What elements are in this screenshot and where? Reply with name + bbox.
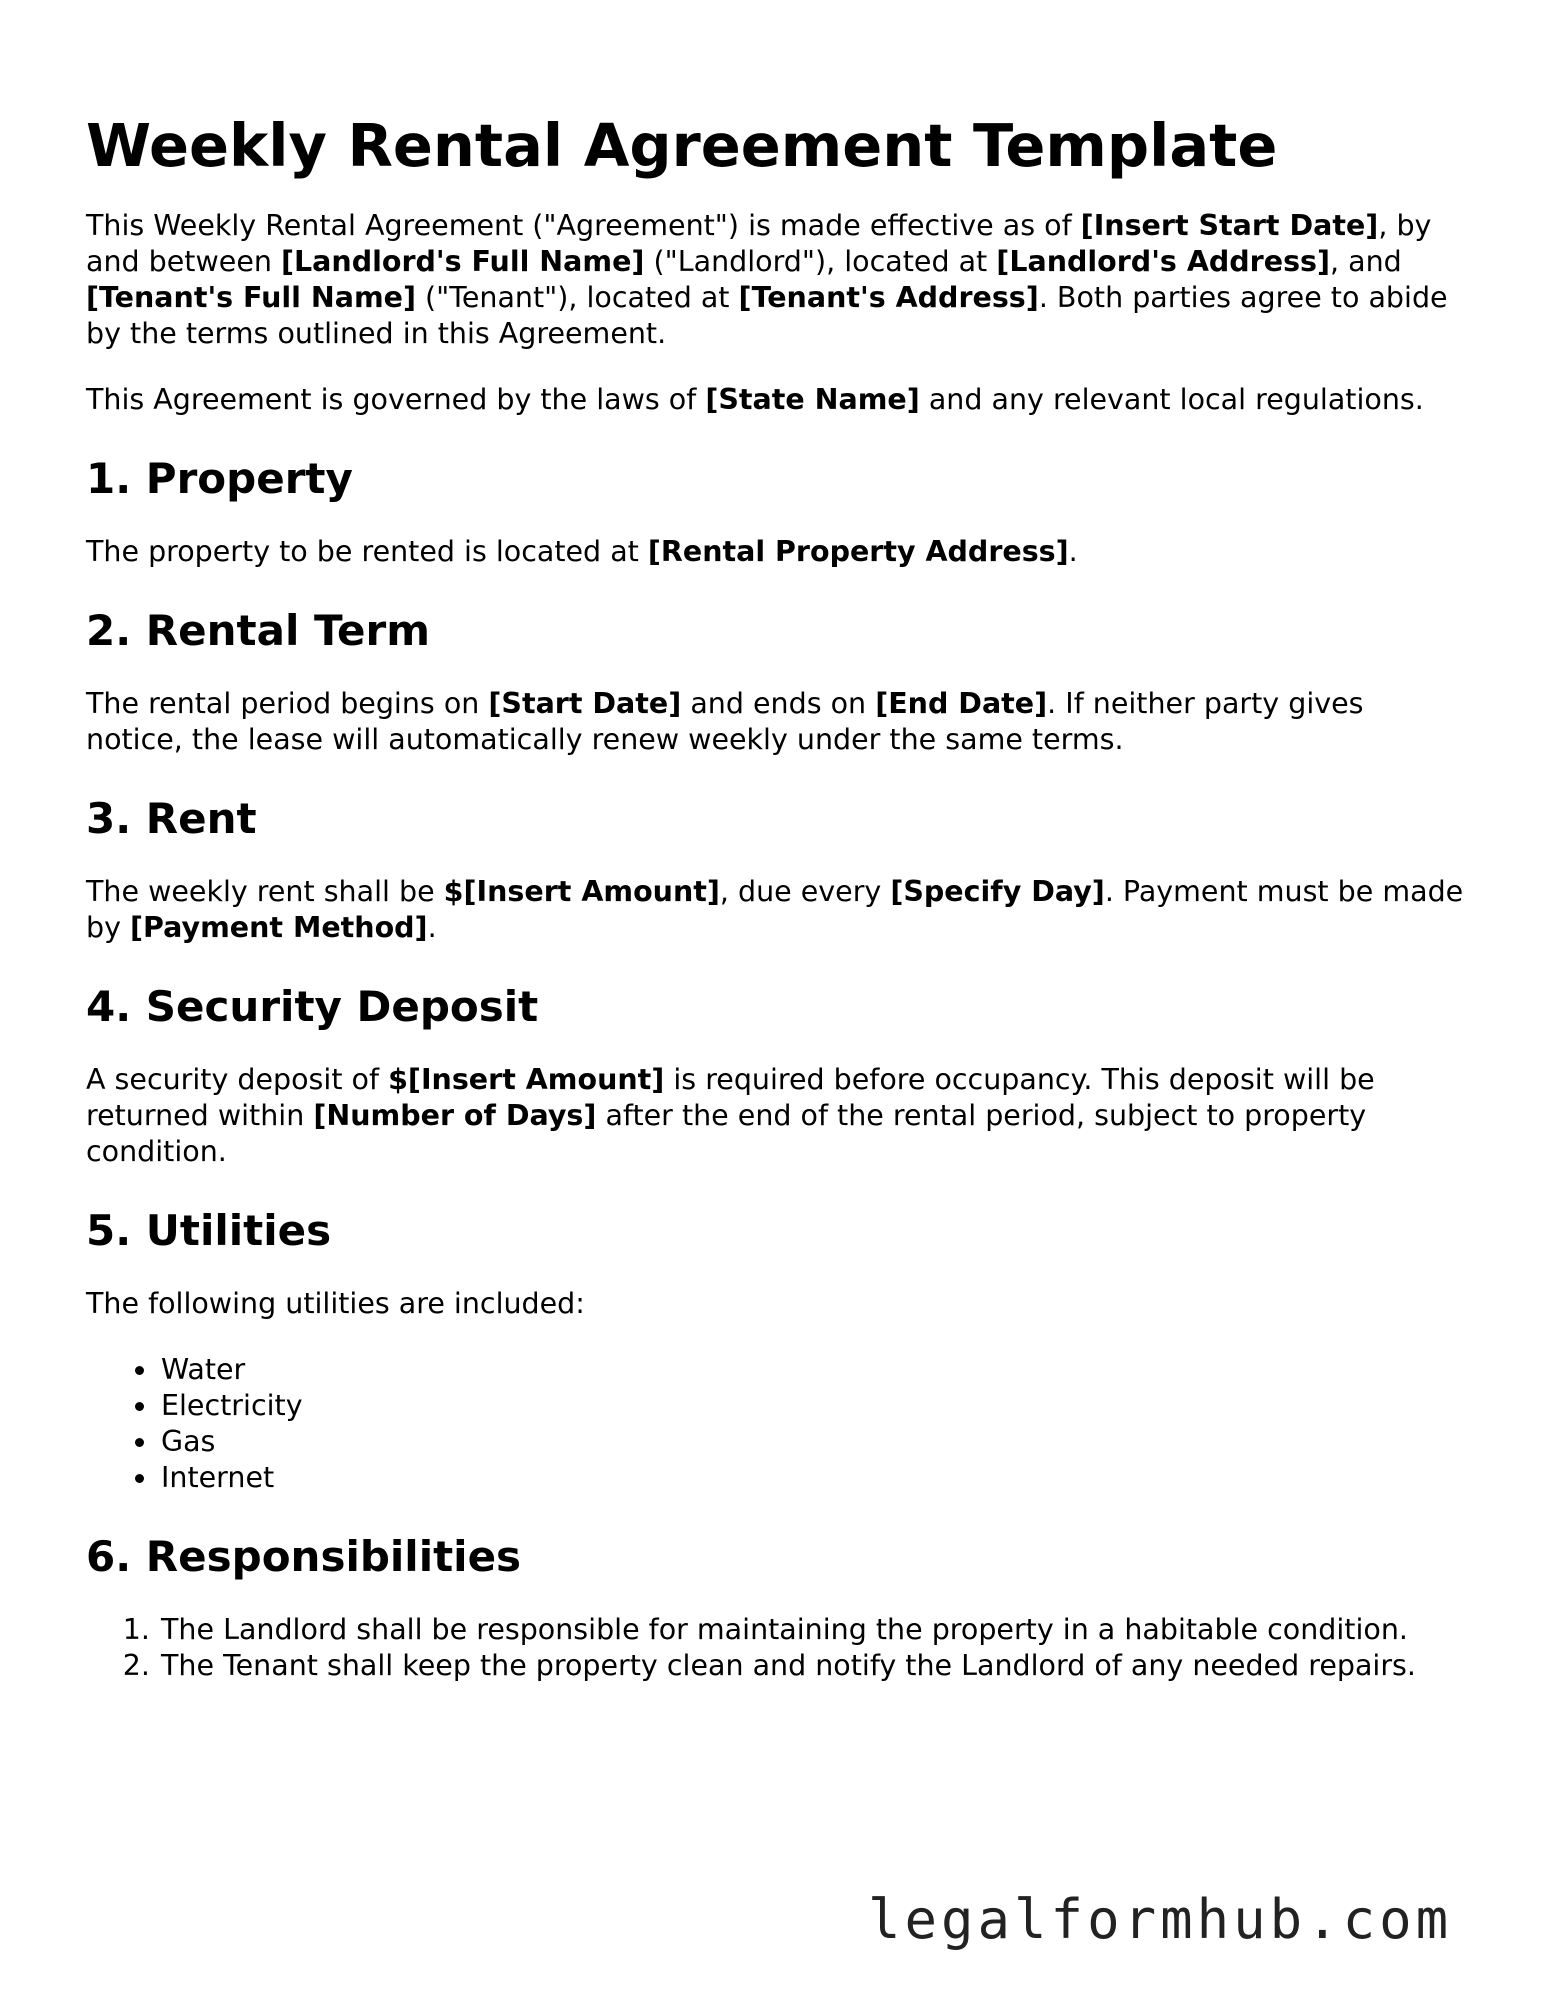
deposit-amount-placeholder: $[Insert Amount]	[388, 1063, 665, 1096]
rent-text-3: . Payment must be made by	[86, 875, 1464, 944]
intro-text-3: ("Landlord"), located at	[644, 245, 997, 278]
term-text-1: The rental period begins on	[86, 687, 489, 720]
deposit-days-placeholder: [Number of Days]	[313, 1099, 597, 1132]
intro-text-6: . Both parties agree to abide by the terms outlined in this Agreement.	[86, 281, 1448, 350]
tenant-address-placeholder: [Tenant's Address]	[738, 281, 1039, 314]
term-end-date-placeholder: [End Date]	[875, 687, 1048, 720]
property-text-2: .	[1068, 535, 1078, 568]
landlord-name-placeholder: [Landlord's Full Name]	[280, 245, 645, 278]
property-paragraph	[86, 534, 1466, 570]
utilities-list	[86, 1352, 1466, 1496]
section-heading-property: 1. Property	[86, 454, 353, 503]
footer-logo: legalformhub.com	[868, 1888, 1453, 1951]
section-heading-rent: 3. Rent	[86, 794, 257, 843]
intro-text-4: , and	[1330, 245, 1402, 278]
rent-text-4: .	[427, 911, 437, 944]
utilities-intro: The following utilities are included:	[86, 1287, 585, 1320]
intro-text-1: This Weekly Rental Agreement ("Agreement") is made effective as of	[86, 209, 1081, 242]
responsibilities-list	[86, 1612, 1466, 1684]
intro-text-2: , by and between	[86, 209, 1432, 278]
section-heading-utilities: 5. Utilities	[86, 1206, 332, 1255]
start-date-placeholder: [Insert Start Date]	[1080, 209, 1379, 242]
intro-text-5: ("Tenant"), located at	[416, 281, 739, 314]
list-item: • Internet	[159, 1460, 1466, 1496]
list-item: • Gas	[159, 1424, 1466, 1460]
deposit-paragraph	[86, 1062, 1466, 1170]
rent-text-1: The weekly rent shall be	[86, 875, 444, 908]
rent-text-2: , due every	[719, 875, 891, 908]
rental-term-paragraph	[86, 686, 1466, 758]
intro-paragraph	[86, 208, 1466, 352]
property-address-placeholder: [Rental Property Address]	[647, 535, 1069, 568]
list-item: • Water	[159, 1352, 1466, 1388]
governing-text-2: and any relevant local regulations.	[919, 383, 1424, 416]
document-title: Weekly Rental Agreement Template	[86, 111, 1278, 180]
rent-day-placeholder: [Specify Day]	[890, 875, 1105, 908]
term-start-date-placeholder: [Start Date]	[488, 687, 682, 720]
governing-text-1: This Agreement is governed by the laws of	[86, 383, 706, 416]
list-item: 1. The Landlord shall be responsible for maintaining the property in a habitable condition.	[159, 1612, 1466, 1648]
governing-law-paragraph	[86, 382, 1466, 418]
rent-amount-placeholder: $[Insert Amount]	[443, 875, 720, 908]
section-heading-rental-term: 2. Rental Term	[86, 606, 430, 655]
rent-paragraph	[86, 874, 1466, 946]
document-page	[86, 104, 1466, 1714]
deposit-text-2: is required before occupancy. This deposit will be returned within	[86, 1063, 1375, 1132]
landlord-address-placeholder: [Landlord's Address]	[996, 245, 1331, 278]
term-text-2: and ends on	[681, 687, 876, 720]
section-heading-security-deposit: 4. Security Deposit	[86, 982, 539, 1031]
deposit-text-1: A security deposit of	[86, 1063, 389, 1096]
tenant-name-placeholder: [Tenant's Full Name]	[86, 281, 416, 314]
list-item: 2. The Tenant shall keep the property clean and notify the Landlord of any needed repairs.	[159, 1648, 1466, 1684]
list-item: • Electricity	[159, 1388, 1466, 1424]
payment-method-placeholder: [Payment Method]	[130, 911, 428, 944]
section-heading-responsibilities: 6. Responsibilities	[86, 1532, 522, 1581]
property-text-1: The property to be rented is located at	[86, 535, 648, 568]
state-name-placeholder: [State Name]	[705, 383, 920, 416]
term-text-3: . If neither party gives notice, the lease will automatically renew weekly under the same terms.	[86, 687, 1364, 756]
deposit-text-3: after the end of the rental period, subject to property condition.	[86, 1099, 1367, 1168]
